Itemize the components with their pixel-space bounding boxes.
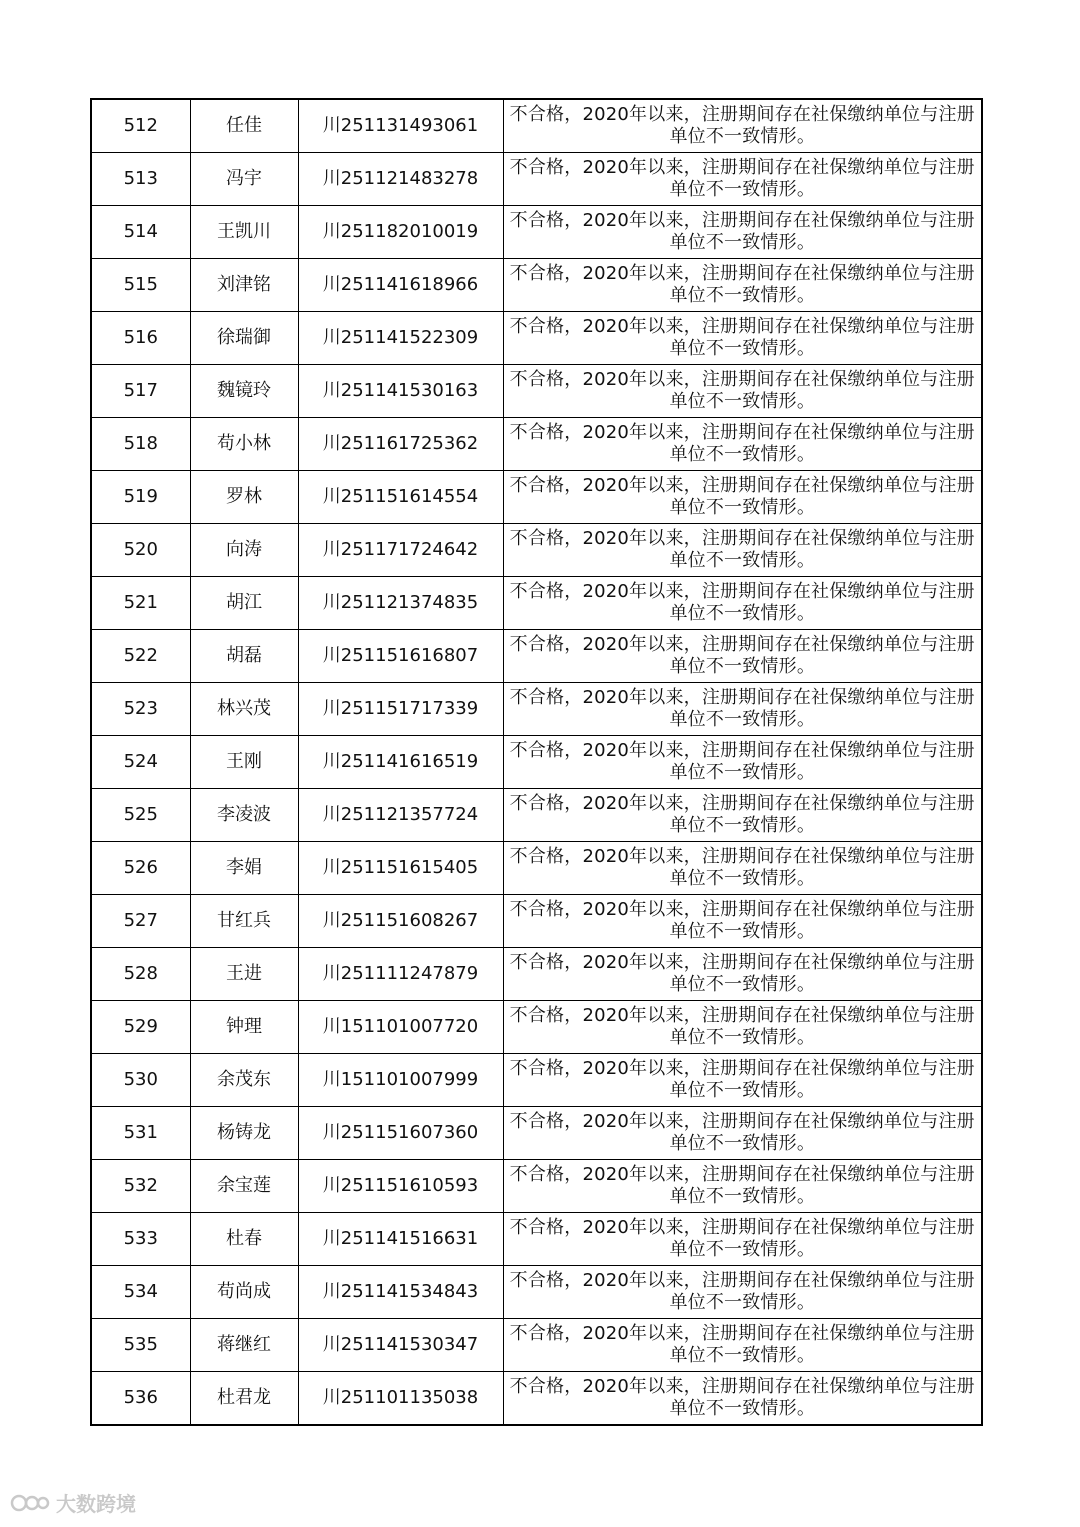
registration-number-cell: 川251151608267 [298, 895, 503, 948]
table-row [91, 789, 982, 842]
table-row [91, 736, 982, 789]
sequence-number-cell: 528 [91, 948, 190, 1001]
inspection-result-cell: 不合格，2020年以来，注册期间存在社保缴纳单位与注册单位不一致情形。 [503, 1319, 982, 1372]
person-name-cell: 杜君龙 [190, 1372, 298, 1426]
inspection-result-cell: 不合格，2020年以来，注册期间存在社保缴纳单位与注册单位不一致情形。 [503, 683, 982, 736]
person-name-cell: 向涛 [190, 524, 298, 577]
inspection-result-cell: 不合格，2020年以来，注册期间存在社保缴纳单位与注册单位不一致情形。 [503, 789, 982, 842]
inspection-result-cell: 不合格，2020年以来，注册期间存在社保缴纳单位与注册单位不一致情形。 [503, 577, 982, 630]
table-row [91, 1001, 982, 1054]
sequence-number-cell: 525 [91, 789, 190, 842]
table-row [91, 471, 982, 524]
sequence-number-cell: 517 [91, 365, 190, 418]
table-row [91, 99, 982, 153]
person-name-cell: 余宝莲 [190, 1160, 298, 1213]
sequence-number-cell: 512 [91, 99, 190, 153]
person-name-cell: 甘红兵 [190, 895, 298, 948]
inspection-result-cell: 不合格，2020年以来，注册期间存在社保缴纳单位与注册单位不一致情形。 [503, 842, 982, 895]
registration-number-cell: 川251141618966 [298, 259, 503, 312]
sequence-number-cell: 530 [91, 1054, 190, 1107]
table-row [91, 1160, 982, 1213]
table-row [91, 524, 982, 577]
inspection-result-cell: 不合格，2020年以来，注册期间存在社保缴纳单位与注册单位不一致情形。 [503, 99, 982, 153]
table-row [91, 1372, 982, 1426]
person-name-cell: 王刚 [190, 736, 298, 789]
registration-number-cell: 川251151607360 [298, 1107, 503, 1160]
person-name-cell: 胡江 [190, 577, 298, 630]
inspection-result-cell: 不合格，2020年以来，注册期间存在社保缴纳单位与注册单位不一致情形。 [503, 1107, 982, 1160]
person-name-cell: 徐瑞御 [190, 312, 298, 365]
sequence-number-cell: 534 [91, 1266, 190, 1319]
table-row [91, 1107, 982, 1160]
inspection-result-cell: 不合格，2020年以来，注册期间存在社保缴纳单位与注册单位不一致情形。 [503, 1054, 982, 1107]
source-watermark [10, 1488, 136, 1517]
registration-number-cell: 川251182010019 [298, 206, 503, 259]
inspection-result-cell: 不合格，2020年以来，注册期间存在社保缴纳单位与注册单位不一致情形。 [503, 365, 982, 418]
registration-number-cell: 川251141616519 [298, 736, 503, 789]
inspection-result-cell: 不合格，2020年以来，注册期间存在社保缴纳单位与注册单位不一致情形。 [503, 1266, 982, 1319]
registration-number-cell: 川251151615405 [298, 842, 503, 895]
inspection-result-cell: 不合格，2020年以来，注册期间存在社保缴纳单位与注册单位不一致情形。 [503, 471, 982, 524]
inspection-result-cell: 不合格，2020年以来，注册期间存在社保缴纳单位与注册单位不一致情形。 [503, 1372, 982, 1426]
inspection-result-cell: 不合格，2020年以来，注册期间存在社保缴纳单位与注册单位不一致情形。 [503, 312, 982, 365]
sequence-number-cell: 519 [91, 471, 190, 524]
registration-number-cell: 川251141530347 [298, 1319, 503, 1372]
sequence-number-cell: 516 [91, 312, 190, 365]
registration-number-cell: 川251161725362 [298, 418, 503, 471]
table-row [91, 1054, 982, 1107]
table-row [91, 365, 982, 418]
registration-number-cell: 川251121483278 [298, 153, 503, 206]
watermark-text: 大数跨境 [56, 1492, 136, 1516]
registration-number-cell: 川251141534843 [298, 1266, 503, 1319]
person-name-cell: 李娟 [190, 842, 298, 895]
person-name-cell: 任佳 [190, 99, 298, 153]
sequence-number-cell: 522 [91, 630, 190, 683]
sequence-number-cell: 527 [91, 895, 190, 948]
person-name-cell: 蒋继红 [190, 1319, 298, 1372]
person-name-cell: 苟小林 [190, 418, 298, 471]
registration-number-cell: 川251151610593 [298, 1160, 503, 1213]
sequence-number-cell: 529 [91, 1001, 190, 1054]
registration-number-cell: 川251141522309 [298, 312, 503, 365]
person-name-cell: 冯宇 [190, 153, 298, 206]
table-row [91, 683, 982, 736]
person-name-cell: 魏镜玲 [190, 365, 298, 418]
inspection-result-cell: 不合格，2020年以来，注册期间存在社保缴纳单位与注册单位不一致情形。 [503, 736, 982, 789]
sequence-number-cell: 535 [91, 1319, 190, 1372]
person-name-cell: 钟理 [190, 1001, 298, 1054]
inspection-result-table [90, 98, 983, 1426]
table-row [91, 153, 982, 206]
inspection-result-cell: 不合格，2020年以来，注册期间存在社保缴纳单位与注册单位不一致情形。 [503, 948, 982, 1001]
sequence-number-cell: 515 [91, 259, 190, 312]
person-name-cell: 胡磊 [190, 630, 298, 683]
person-name-cell: 王凯川 [190, 206, 298, 259]
inspection-result-cell: 不合格，2020年以来，注册期间存在社保缴纳单位与注册单位不一致情形。 [503, 895, 982, 948]
registration-number-cell: 川251151717339 [298, 683, 503, 736]
person-name-cell: 刘津铭 [190, 259, 298, 312]
table-row [91, 312, 982, 365]
registration-number-cell: 川251171724642 [298, 524, 503, 577]
sequence-number-cell: 513 [91, 153, 190, 206]
sequence-number-cell: 518 [91, 418, 190, 471]
person-name-cell: 王进 [190, 948, 298, 1001]
inspection-result-cell: 不合格，2020年以来，注册期间存在社保缴纳单位与注册单位不一致情形。 [503, 1001, 982, 1054]
person-name-cell: 李凌波 [190, 789, 298, 842]
sequence-number-cell: 533 [91, 1213, 190, 1266]
inspection-result-cell: 不合格，2020年以来，注册期间存在社保缴纳单位与注册单位不一致情形。 [503, 630, 982, 683]
registration-number-cell: 川251121357724 [298, 789, 503, 842]
sequence-number-cell: 520 [91, 524, 190, 577]
registration-number-cell: 川251111247879 [298, 948, 503, 1001]
inspection-result-cell: 不合格，2020年以来，注册期间存在社保缴纳单位与注册单位不一致情形。 [503, 153, 982, 206]
sequence-number-cell: 514 [91, 206, 190, 259]
person-name-cell: 林兴茂 [190, 683, 298, 736]
inspection-result-cell: 不合格，2020年以来，注册期间存在社保缴纳单位与注册单位不一致情形。 [503, 259, 982, 312]
person-name-cell: 杨铸龙 [190, 1107, 298, 1160]
sequence-number-cell: 531 [91, 1107, 190, 1160]
registration-number-cell: 川251151616807 [298, 630, 503, 683]
table-row [91, 577, 982, 630]
person-name-cell: 罗林 [190, 471, 298, 524]
registration-number-cell: 川251141516631 [298, 1213, 503, 1266]
table-row [91, 630, 982, 683]
inspection-result-cell: 不合格，2020年以来，注册期间存在社保缴纳单位与注册单位不一致情形。 [503, 418, 982, 471]
registration-number-cell: 川251151614554 [298, 471, 503, 524]
inspection-result-cell: 不合格，2020年以来，注册期间存在社保缴纳单位与注册单位不一致情形。 [503, 524, 982, 577]
sequence-number-cell: 532 [91, 1160, 190, 1213]
sequence-number-cell: 536 [91, 1372, 190, 1426]
table-row [91, 418, 982, 471]
registration-number-cell: 川251131493061 [298, 99, 503, 153]
table-row [91, 1319, 982, 1372]
table-row [91, 948, 982, 1001]
registration-number-cell: 川151101007720 [298, 1001, 503, 1054]
table-row [91, 1266, 982, 1319]
brand-logo-icon [10, 1492, 50, 1514]
person-name-cell: 杜春 [190, 1213, 298, 1266]
table-body [91, 99, 982, 1425]
registration-number-cell: 川251101135038 [298, 1372, 503, 1426]
inspection-result-cell: 不合格，2020年以来，注册期间存在社保缴纳单位与注册单位不一致情形。 [503, 1213, 982, 1266]
table-row [91, 1213, 982, 1266]
person-name-cell: 苟尚成 [190, 1266, 298, 1319]
sequence-number-cell: 521 [91, 577, 190, 630]
table-row [91, 842, 982, 895]
table-row [91, 895, 982, 948]
registration-number-cell: 川151101007999 [298, 1054, 503, 1107]
table-row [91, 259, 982, 312]
inspection-result-cell: 不合格，2020年以来，注册期间存在社保缴纳单位与注册单位不一致情形。 [503, 206, 982, 259]
sequence-number-cell: 523 [91, 683, 190, 736]
sequence-number-cell: 526 [91, 842, 190, 895]
sequence-number-cell: 524 [91, 736, 190, 789]
table-row [91, 206, 982, 259]
person-name-cell: 余茂东 [190, 1054, 298, 1107]
inspection-result-cell: 不合格，2020年以来，注册期间存在社保缴纳单位与注册单位不一致情形。 [503, 1160, 982, 1213]
registration-number-cell: 川251121374835 [298, 577, 503, 630]
registration-number-cell: 川251141530163 [298, 365, 503, 418]
